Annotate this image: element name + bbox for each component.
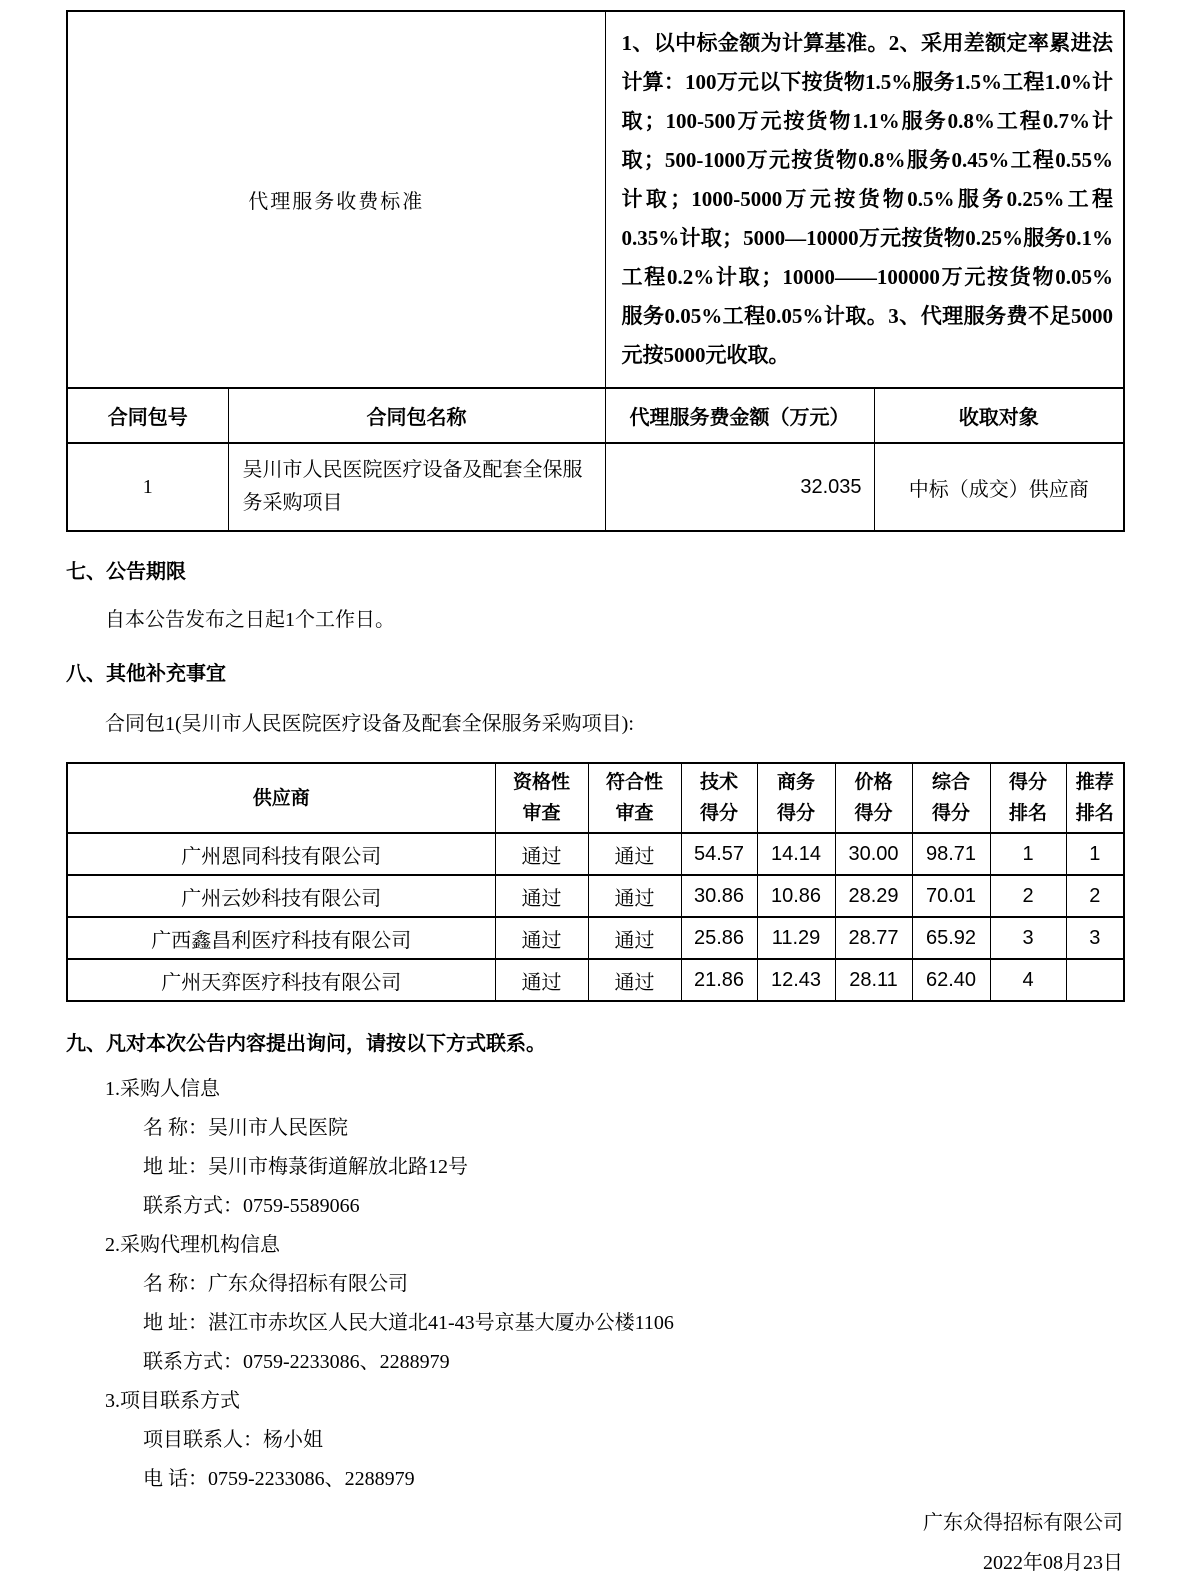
price-score-cell: 28.11	[835, 959, 912, 1001]
score-table-header-row	[67, 763, 1124, 833]
score-table-row	[67, 959, 1124, 1001]
section-7-title: 七、公告期限	[66, 561, 186, 583]
price-score-cell: 28.77	[835, 917, 912, 959]
qualification-cell: 通过	[495, 917, 588, 959]
biz-score-cell: 12.43	[757, 959, 835, 1001]
score-rank-cell: 1	[990, 833, 1066, 875]
score-table-row	[67, 833, 1124, 875]
col-header-tech-score: 技术 得分	[681, 763, 757, 833]
score-table-row	[67, 875, 1124, 917]
col-header-total-score: 综合 得分	[912, 763, 990, 833]
agency-phone-line: 联系方式：0759-2233086、2288979	[143, 1351, 450, 1373]
biz-score-cell: 10.86	[757, 875, 835, 917]
fee-standard-row	[67, 11, 1124, 388]
purchaser-address-line: 地 址：吴川市梅菉街道解放北路12号	[143, 1156, 468, 1178]
section-8-package-line: 合同包1(吴川市人民医院医疗设备及配套全保服务采购项目):	[105, 713, 634, 735]
package-table-row	[67, 443, 1124, 531]
signature-company: 广东众得招标有限公司	[923, 1512, 1123, 1534]
col-header-supplier: 供应商	[67, 763, 495, 833]
supplier-name-cell: 广西鑫昌利医疗科技有限公司	[67, 917, 495, 959]
total-score-cell: 65.92	[912, 917, 990, 959]
fee-standard-label: 代理服务收费标准	[67, 11, 605, 388]
conformity-cell: 通过	[588, 959, 681, 1001]
supplier-name-cell: 广州恩同科技有限公司	[67, 833, 495, 875]
project-contact-phone-line: 电 话：0759-2233086、2288979	[143, 1468, 415, 1490]
tech-score-cell: 30.86	[681, 875, 757, 917]
charge-target-cell: 中标（成交）供应商	[874, 443, 1124, 531]
project-contact-person-line: 项目联系人：杨小姐	[143, 1429, 323, 1451]
recommend-rank-cell: 1	[1066, 833, 1124, 875]
total-score-cell: 98.71	[912, 833, 990, 875]
conformity-cell: 通过	[588, 875, 681, 917]
supplier-score-table	[66, 762, 1125, 1002]
conformity-cell: 通过	[588, 833, 681, 875]
agency-address-line: 地 址：湛江市赤坎区人民大道北41-43号京基大厦办公楼1106	[143, 1312, 674, 1334]
section-8-title: 八、其他补充事宜	[66, 663, 226, 685]
col-header-conformity: 符合性 审查	[588, 763, 681, 833]
total-score-cell: 62.40	[912, 959, 990, 1001]
signature-date: 2022年08月23日	[983, 1552, 1123, 1574]
score-rank-cell: 4	[990, 959, 1066, 1001]
package-name-cell: 吴川市人民医院医疗设备及配套全保服务采购项目	[228, 443, 605, 531]
col-header-fee-amount: 代理服务费金额（万元）	[605, 388, 874, 443]
tech-score-cell: 21.86	[681, 959, 757, 1001]
package-no-cell: 1	[67, 443, 228, 531]
col-header-qualification: 资格性 审查	[495, 763, 588, 833]
col-header-score-rank: 得分 排名	[990, 763, 1066, 833]
score-table-row	[67, 917, 1124, 959]
tech-score-cell: 25.86	[681, 917, 757, 959]
fee-and-package-table	[66, 10, 1125, 532]
agency-info-heading: 2.采购代理机构信息	[105, 1234, 280, 1256]
recommend-rank-cell	[1066, 959, 1124, 1001]
price-score-cell: 30.00	[835, 833, 912, 875]
section-9-title: 九、凡对本次公告内容提出询问，请按以下方式联系。	[66, 1033, 546, 1055]
fee-amount-cell: 32.035	[605, 443, 874, 531]
fee-standard-text: 1、以中标金额为计算基准。2、采用差额定率累进法计算：100万元以下按货物1.5%服务1.5%工程1.0%计取；100-500万元按货物1.1%服务0.8%工程0.7%计取；500-1000万元按货物0.8%服务0.45%工程0.55%计取；1000-5000万元按货物0.5%服务0.25%工程0.35%计取；5000—10000万元按货物0.25%服务0.1%工程0.2%计取；10000——100000万元按货物0.05%服务0.05%工程0.05%计取。3、代理服务费不足5000元按5000元收取。	[605, 11, 1124, 388]
score-rank-cell: 2	[990, 875, 1066, 917]
contact-info-block	[66, 1070, 1123, 1499]
tech-score-cell: 54.57	[681, 833, 757, 875]
conformity-cell: 通过	[588, 917, 681, 959]
col-header-package-no: 合同包号	[67, 388, 228, 443]
section-7-body: 自本公告发布之日起1个工作日。	[105, 609, 395, 631]
package-table-header-row	[67, 388, 1124, 443]
recommend-rank-cell: 2	[1066, 875, 1124, 917]
project-contact-heading: 3.项目联系方式	[105, 1390, 240, 1412]
agency-name-line: 名 称：广东众得招标有限公司	[143, 1273, 408, 1295]
purchaser-name-line: 名 称：吴川市人民医院	[143, 1117, 348, 1139]
biz-score-cell: 14.14	[757, 833, 835, 875]
score-table-wrapper	[66, 762, 1123, 1002]
purchaser-info-heading: 1.采购人信息	[105, 1078, 220, 1100]
supplier-name-cell: 广州云妙科技有限公司	[67, 875, 495, 917]
supplier-name-cell: 广州天弈医疗科技有限公司	[67, 959, 495, 1001]
qualification-cell: 通过	[495, 833, 588, 875]
price-score-cell: 28.29	[835, 875, 912, 917]
qualification-cell: 通过	[495, 959, 588, 1001]
score-rank-cell: 3	[990, 917, 1066, 959]
qualification-cell: 通过	[495, 875, 588, 917]
recommend-rank-cell: 3	[1066, 917, 1124, 959]
biz-score-cell: 11.29	[757, 917, 835, 959]
total-score-cell: 70.01	[912, 875, 990, 917]
col-header-recommend-rank: 推荐 排名	[1066, 763, 1124, 833]
col-header-price-score: 价格 得分	[835, 763, 912, 833]
col-header-package-name: 合同包名称	[228, 388, 605, 443]
signature-block	[66, 1503, 1123, 1583]
col-header-charge-target: 收取对象	[874, 388, 1124, 443]
col-header-biz-score: 商务 得分	[757, 763, 835, 833]
purchaser-phone-line: 联系方式：0759-5589066	[143, 1195, 360, 1217]
